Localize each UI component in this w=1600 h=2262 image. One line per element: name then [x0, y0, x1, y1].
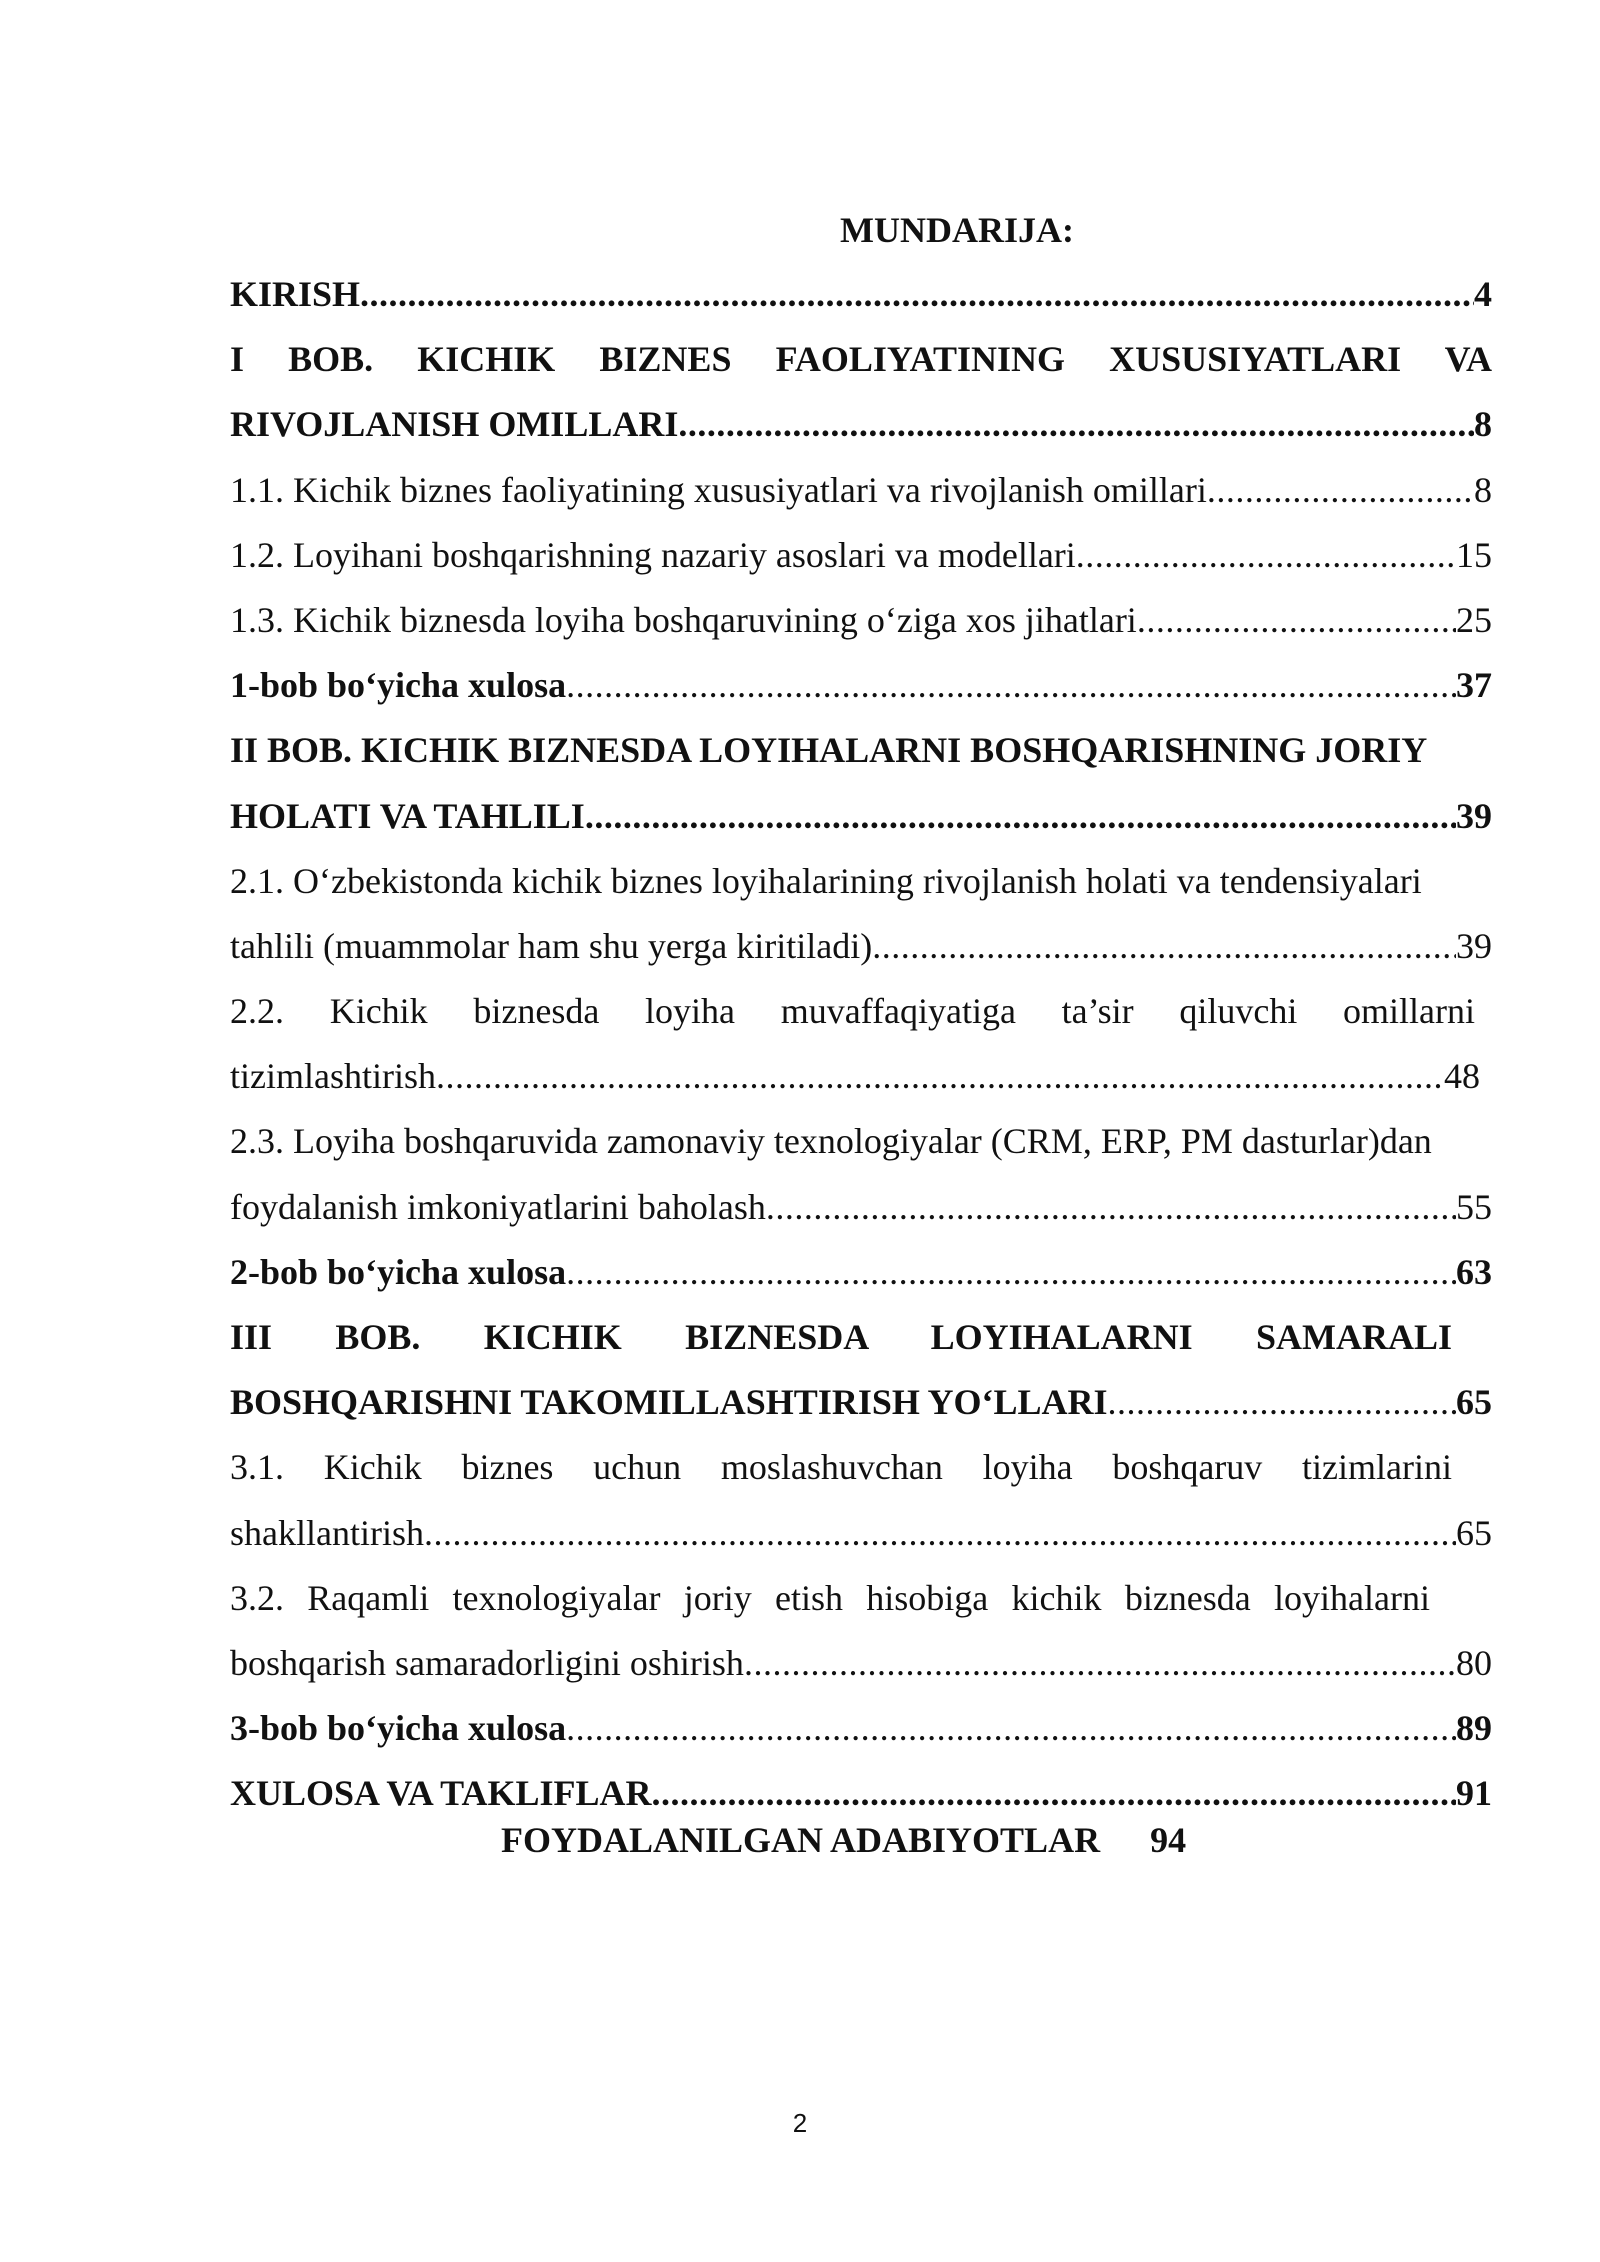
toc-entry-text: RIVOJLANISH OMILLARI: [230, 404, 679, 445]
leader-dots: [566, 1240, 1456, 1305]
toc-entry-page: 94: [1150, 1820, 1187, 1860]
table-of-contents: [230, 262, 1492, 1827]
toc-entry-text: boshqarish samaradorligini oshirish: [230, 1642, 744, 1683]
leader-dots: [585, 784, 1456, 849]
leader-dots: [872, 914, 1456, 979]
toc-chapter-3-heading: III BOB. KICHIK BIZNESDA LOYIHALARNI SAMARALI: [230, 1317, 1452, 1357]
toc-chapter-2-heading: II BOB. KICHIK BIZNESDA LOYIHALARNI BOSHQARISHNING JORIY: [230, 730, 1428, 771]
toc-entry-2-1-heading: 2.1. O‘zbekistonda kichik biznes loyihalarining rivojlanish holati va tendensiyalari: [230, 860, 1422, 901]
toc-entry-page: 65: [1456, 1382, 1492, 1423]
toc-entry-chapter-2-conclusion[interactable]: [230, 1240, 1492, 1305]
toc-entry-text: 3-bob bo‘yicha xulosa: [230, 1708, 567, 1749]
toc-chapter-1-heading: I BOB. KICHIK BIZNES FAOLIYATINING XUSUSIYATLARI VA: [230, 339, 1492, 380]
toc-entry-1-2[interactable]: [230, 523, 1492, 588]
toc-entry-page: 4: [1474, 274, 1492, 314]
toc-entry-text: HOLATI VA TAHLILI: [230, 795, 585, 836]
leader-dots: [678, 392, 1474, 457]
toc-entry-page: 65: [1456, 1512, 1492, 1553]
toc-entry-3-1-heading: 3.1. Kichik biznes uchun moslashuvchan loyiha boshqaruv tizimlarini: [230, 1447, 1452, 1488]
leader-dots: [566, 1696, 1456, 1761]
toc-entry-2-3[interactable]: [230, 1175, 1492, 1240]
leader-dots: [436, 1044, 1444, 1109]
leader-dots: [744, 1631, 1456, 1696]
toc-entry-3-2-heading: 3.2. Raqamli texnologiyalar joriy etish hisobiga kichik biznesda loyihalarni: [230, 1577, 1430, 1618]
toc-entry-page: 48: [1444, 1056, 1480, 1097]
toc-entry-text: 2-bob bo‘yicha xulosa: [230, 1251, 567, 1292]
toc-entry-text: foydalanish imkoniyatlarini baholash: [230, 1186, 766, 1227]
toc-entry-text: tizimlashtirish: [230, 1056, 436, 1097]
toc-entry-text: 1.1. Kichik biznes faoliyatining xususiyatlari va rivojlanish omillari: [230, 469, 1207, 510]
toc-entry-text: KIRISH: [230, 274, 361, 314]
leader-dots: [566, 653, 1456, 718]
toc-entry-page: 8: [1474, 469, 1492, 510]
toc-entry-chapter-1-conclusion[interactable]: [230, 653, 1492, 718]
toc-entry-text: XULOSA VA TAKLIFLAR: [230, 1773, 652, 1814]
toc-title: MUNDARIJA:: [840, 210, 1074, 250]
toc-entry-text: 1.2. Loyihani boshqarishning nazariy asoslari va modellari: [230, 534, 1076, 575]
toc-entry-text: 1-bob bo‘yicha xulosa: [230, 665, 567, 706]
toc-entry-chapter-3-conclusion[interactable]: [230, 1696, 1492, 1761]
leader-dots: [1076, 523, 1456, 588]
toc-entry-page: 39: [1456, 925, 1492, 966]
toc-entry-2-2[interactable]: [230, 1044, 1480, 1109]
toc-entry-page: 89: [1456, 1708, 1492, 1749]
toc-entry-2-3-heading: 2.3. Loyiha boshqaruvida zamonaviy texnologiyalar (CRM, ERP, PM dasturlar)dan: [230, 1121, 1432, 1162]
toc-entry-references[interactable]: [501, 1816, 1186, 1864]
toc-entry-text: shakllantirish: [230, 1512, 424, 1553]
toc-entry-page: 55: [1456, 1186, 1492, 1227]
toc-entry-2-2-heading: 2.2. Kichik biznesda loyiha muvaffaqiyatiga ta’sir qiluvchi omillarni: [230, 991, 1475, 1032]
toc-entry-page: 37: [1456, 665, 1492, 706]
leader-dots: [1108, 1370, 1456, 1435]
leader-dots: [1137, 588, 1456, 653]
toc-entry-text: tahlili (muammolar ham shu yerga kiritiladi): [230, 925, 873, 966]
toc-entry-page: 63: [1456, 1251, 1492, 1292]
leader-dots: [1207, 458, 1474, 523]
leader-dots: [360, 262, 1474, 327]
leader-dots: [766, 1175, 1456, 1240]
toc-entry-2-1[interactable]: [230, 914, 1492, 979]
toc-entry-page: 91: [1456, 1773, 1492, 1814]
page-number: 2: [792, 2108, 808, 2138]
toc-entry-page: 39: [1456, 795, 1492, 836]
toc-entry-text: BOSHQARISHNI TAKOMILLASHTIRISH YO‘LLARI: [230, 1382, 1108, 1423]
toc-entry-3-2[interactable]: [230, 1631, 1492, 1696]
toc-entry-page: 15: [1456, 534, 1492, 575]
toc-entry-text: 1.3. Kichik biznesda loyiha boshqaruvining o‘ziga xos jihatlari: [230, 599, 1137, 640]
toc-entry-3-1[interactable]: [230, 1501, 1492, 1566]
leader-dots: [424, 1501, 1456, 1566]
toc-entry-page: 8: [1474, 404, 1492, 445]
toc-entry-page: 25: [1456, 599, 1492, 640]
toc-entry-chapter-3[interactable]: [230, 1370, 1492, 1435]
toc-entry-kirish[interactable]: [230, 262, 1492, 327]
toc-entry-chapter-1[interactable]: [230, 392, 1492, 457]
toc-entry-text: FOYDALANILGAN ADABIYOTLAR: [501, 1820, 1101, 1860]
toc-entry-1-1[interactable]: [230, 458, 1492, 523]
toc-entry-chapter-2[interactable]: [230, 784, 1492, 849]
toc-entry-page: 80: [1456, 1642, 1492, 1683]
toc-entry-1-3[interactable]: [230, 588, 1492, 653]
